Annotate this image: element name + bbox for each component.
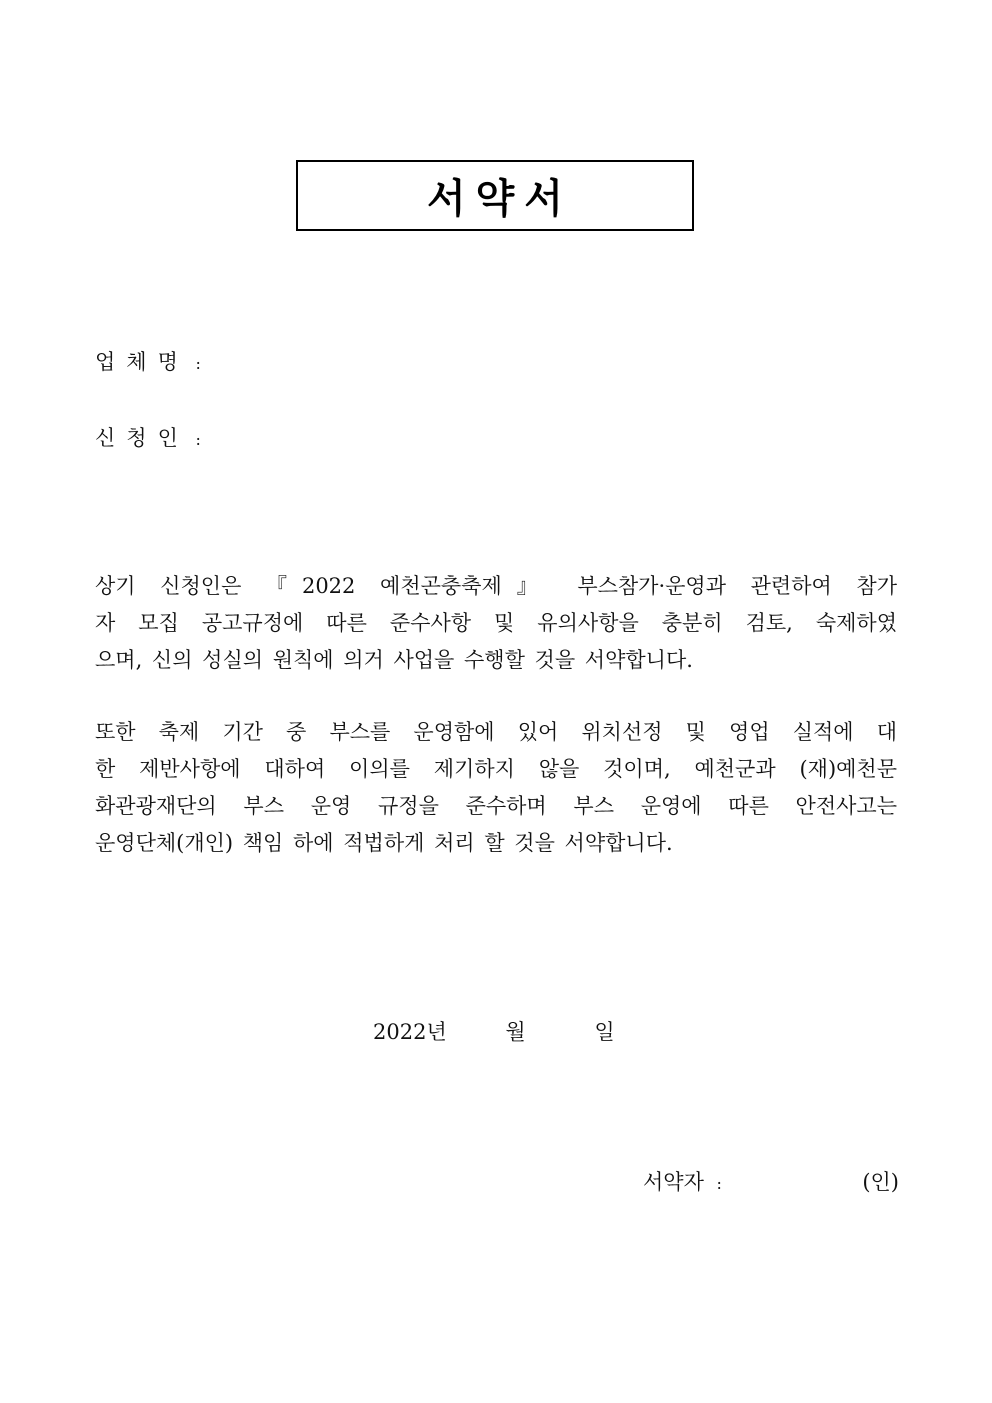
document-title: 서약서 — [427, 176, 573, 222]
paragraph-line: 으며, 신의 성실의 원칙에 의거 사업을 수행할 것을 서약합니다. — [95, 648, 693, 672]
document-title-box — [296, 160, 694, 231]
date-month: 월 — [505, 1020, 526, 1044]
company-name-field — [95, 348, 201, 378]
applicant-field — [95, 424, 201, 454]
signer-colon: : — [716, 1174, 722, 1193]
paragraph-line: 자 모집 공고규정에 따른 준수사항 및 유의사항을 충분히 검토, 숙제하였 — [95, 611, 897, 635]
seal-mark: (인) — [862, 1170, 899, 1194]
date-year: 2022년 — [373, 1020, 447, 1044]
pledge-paragraph-1 — [95, 568, 897, 679]
pledge-paragraph-2 — [95, 714, 897, 862]
date-line — [373, 1018, 615, 1046]
company-name-colon: : — [195, 354, 201, 373]
signer-line — [643, 1168, 899, 1198]
applicant-colon: : — [195, 430, 201, 449]
paragraph-line: 한 제반사항에 대하여 이의를 제기하지 않을 것이며, 예천군과 (재)예천문 — [95, 757, 897, 781]
paragraph-line: 화관광재단의 부스 운영 규정을 준수하며 부스 운영에 따른 안전사고는 — [95, 794, 897, 818]
signer-label: 서약자 — [643, 1170, 704, 1194]
paragraph-line: 운영단체(개인) 책임 하에 적법하게 처리 할 것을 서약합니다. — [95, 831, 673, 855]
company-name-label: 업체명 — [95, 350, 189, 374]
applicant-label: 신청인 — [95, 426, 189, 450]
paragraph-line: 또한 축제 기간 중 부스를 운영함에 있어 위치선정 및 영업 실적에 대 — [95, 720, 897, 744]
date-day: 일 — [594, 1020, 615, 1044]
paragraph-line: 상기 신청인은 『2022 예천곤충축제』 부스참가·운영과 관련하여 참가 — [95, 574, 897, 598]
